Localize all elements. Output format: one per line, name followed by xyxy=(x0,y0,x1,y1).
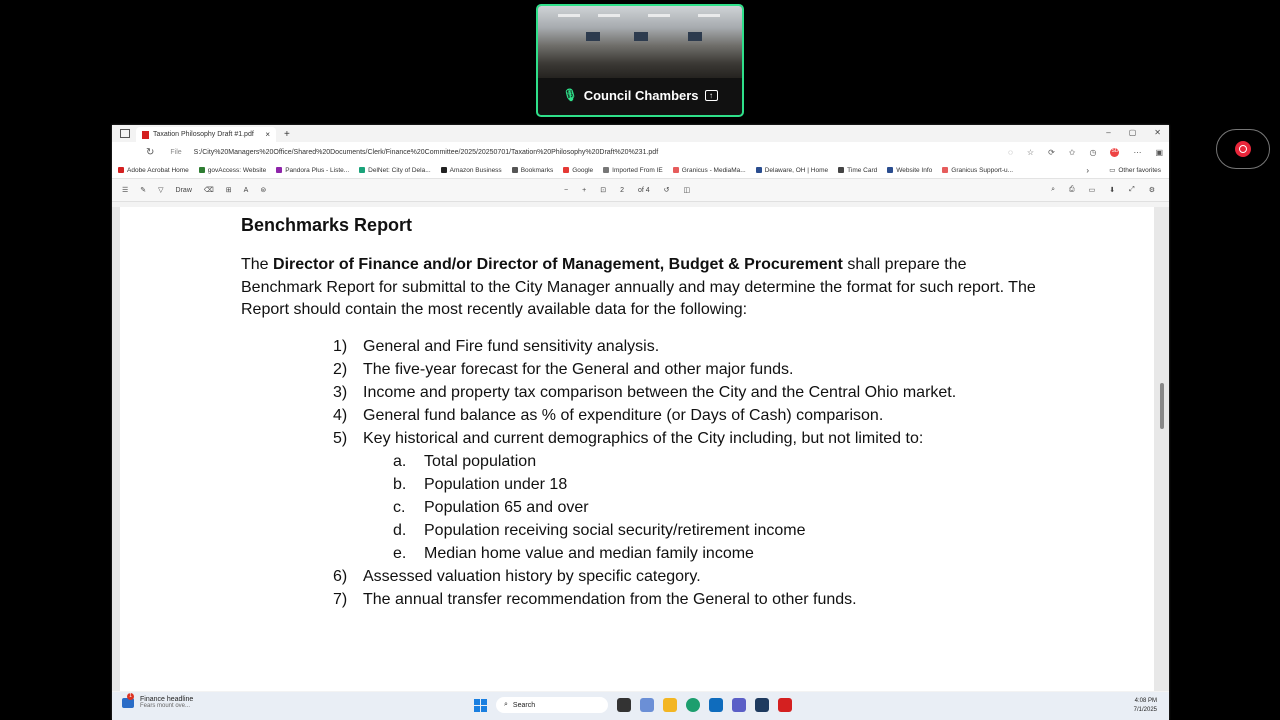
favorite-item[interactable] xyxy=(603,167,663,174)
list-item: 7) The annual transfer recommendation from the General to other funds. xyxy=(333,590,857,608)
news-title: Finance headline xyxy=(140,696,194,703)
favorite-icon xyxy=(512,167,518,173)
outlook-icon[interactable] xyxy=(709,698,723,712)
document-content xyxy=(241,215,1041,611)
search-icon[interactable]: ⌕ xyxy=(1051,186,1055,193)
page-number-input[interactable]: 2 xyxy=(620,186,624,194)
favorite-item[interactable] xyxy=(441,167,502,174)
news-badge: 1 xyxy=(127,693,134,700)
print-icon[interactable]: ⎙ xyxy=(1069,186,1075,193)
acrobat-icon[interactable] xyxy=(778,698,792,712)
save-icon[interactable]: ▭ xyxy=(1088,187,1096,194)
list-item: 5) Key historical and current demographics of the City including, but not limited to: xyxy=(333,429,924,447)
fullscreen-icon[interactable]: ⤢ xyxy=(1129,186,1135,193)
contents-icon[interactable]: ☰ xyxy=(122,187,129,194)
favorite-item[interactable] xyxy=(276,167,349,174)
folder-icon: ▭ xyxy=(1109,167,1116,174)
highlight-icon[interactable]: ✎ xyxy=(140,187,147,194)
favorite-label: Adobe Acrobat Home xyxy=(127,166,189,174)
favorite-label: DelNet: City of Dela... xyxy=(368,166,431,174)
list-item: 3) Income and property tax comparison between the City and the Central Ohio market. xyxy=(333,383,957,401)
address-bar xyxy=(112,142,1169,162)
taskbar-apps xyxy=(474,697,792,713)
favorite-label: Pandora Plus - Liste... xyxy=(285,166,350,174)
favorite-icon xyxy=(118,167,124,173)
clock-date: 7/1/2025 xyxy=(1133,707,1157,713)
close-tab-icon[interactable]: × xyxy=(265,130,270,139)
app-icon[interactable] xyxy=(755,698,769,712)
favorite-label: Imported From IE xyxy=(612,166,663,174)
teams-icon[interactable] xyxy=(732,698,746,712)
clock-time: 4:08 PM xyxy=(1134,698,1157,704)
favorite-icon xyxy=(603,167,609,173)
new-tab-button[interactable]: + xyxy=(284,129,290,140)
intro-paragraph xyxy=(241,254,1041,322)
favorite-icon xyxy=(359,167,365,173)
list-item: 4) General fund balance as % of expenditure (or Days of Cash) comparison. xyxy=(333,406,884,424)
favorite-item[interactable] xyxy=(199,167,266,174)
pdf-file-icon xyxy=(142,131,149,139)
share-screen-icon[interactable]: ↑ xyxy=(705,90,718,101)
favorite-item[interactable] xyxy=(756,167,828,174)
pdf-toolbar xyxy=(112,179,1169,202)
task-view-icon[interactable] xyxy=(617,698,631,712)
more-menu-icon[interactable]: ⋯ xyxy=(1133,147,1142,157)
favorite-item[interactable] xyxy=(512,167,554,174)
favorites-icon[interactable]: ✩ xyxy=(1068,147,1076,157)
settings-icon[interactable]: ⚙ xyxy=(1148,187,1155,194)
news-widget[interactable] xyxy=(122,692,194,709)
browser-window xyxy=(112,125,1169,720)
news-subtitle: Fears mount ove... xyxy=(140,703,191,709)
sub-list-item: a. Total population xyxy=(393,452,537,470)
favorite-label: govAccess: Website xyxy=(207,166,267,174)
favorite-icon xyxy=(887,167,893,173)
rotate-icon[interactable]: ↺ xyxy=(663,187,670,194)
url-field[interactable]: S:/City%20Managers%20Office/Shared%20Documents/Clerk/Finance%20Committee/2025/20250701/Taxation%20Philosophy%20Draft%20%231.pdf xyxy=(193,148,659,156)
scrollbar[interactable] xyxy=(1160,207,1165,691)
extensions-icon[interactable]: ⟳ xyxy=(1048,147,1055,157)
favorite-item[interactable] xyxy=(563,167,593,174)
benchmark-list xyxy=(241,335,1041,611)
read-aloud-icon[interactable]: A xyxy=(243,186,249,194)
favorite-icon xyxy=(673,167,679,173)
favorite-icon xyxy=(838,167,844,173)
search-placeholder: Search xyxy=(512,701,536,709)
favorite-label: Website Info xyxy=(896,166,933,174)
favorites-bar xyxy=(112,162,1169,179)
edge-icon[interactable] xyxy=(686,698,700,712)
favorite-item[interactable] xyxy=(887,167,932,174)
restore-button[interactable]: ▢ xyxy=(1128,128,1137,137)
list-item: 6) Assessed valuation history by specific category. xyxy=(333,567,701,585)
minimize-button[interactable]: – xyxy=(1106,128,1111,137)
close-window-button[interactable]: ✕ xyxy=(1154,128,1161,137)
favorite-label: Granicus - MediaMa... xyxy=(681,166,746,174)
sub-list-item: e. Median home value and median family income xyxy=(393,544,754,562)
fit-page-icon[interactable]: ⊡ xyxy=(600,187,607,194)
copilot-icon[interactable] xyxy=(640,698,654,712)
file-info-label[interactable]: File xyxy=(170,148,182,156)
tab-actions-icon[interactable] xyxy=(120,129,130,138)
sub-list-item: b. Population under 18 xyxy=(393,475,568,493)
favorite-icon xyxy=(276,167,282,173)
tab-title: Taxation Philosophy Draft #1.pdf xyxy=(153,131,254,138)
section-heading: Benchmarks Report xyxy=(241,215,413,235)
scrollbar-thumb[interactable] xyxy=(1160,383,1164,429)
favorite-item[interactable] xyxy=(359,167,431,174)
favorites-overflow-icon[interactable]: › xyxy=(1086,165,1089,175)
reload-icon[interactable]: ↻ xyxy=(146,146,155,158)
pdf-page xyxy=(120,207,1154,691)
room-label: Council Chambers xyxy=(583,87,699,103)
taskbar-search[interactable] xyxy=(496,697,608,713)
record-icon xyxy=(1235,141,1251,157)
intro-lead: The xyxy=(241,256,274,273)
draw-label[interactable]: Draw xyxy=(175,186,192,194)
sub-list-item: d. Population receiving social security/retirement income xyxy=(393,521,806,539)
favorite-star-icon[interactable]: ☆ xyxy=(1026,147,1035,157)
list-item: 2) The five-year forecast for the General and other major funds. xyxy=(333,360,794,378)
file-explorer-icon[interactable] xyxy=(663,698,677,712)
browser-tools xyxy=(1008,148,1163,157)
favorite-label: Granicus Support-u... xyxy=(951,166,1014,174)
video-tile[interactable] xyxy=(536,4,744,117)
room-camera-feed xyxy=(538,6,742,78)
zoom-out-button[interactable]: − xyxy=(564,186,569,194)
history-icon[interactable]: ◷ xyxy=(1089,147,1097,157)
eraser-icon[interactable]: ⌫ xyxy=(203,187,214,194)
list-item: 1) General and Fire fund sensitivity analysis. xyxy=(333,337,660,355)
favorite-icon xyxy=(563,167,569,173)
favorite-icon xyxy=(441,167,447,173)
window-controls xyxy=(1106,128,1161,137)
sidebar-toggle-icon[interactable]: ▣ xyxy=(1155,147,1163,157)
favorite-label: Time Card xyxy=(847,166,878,174)
other-favorites[interactable] xyxy=(1109,166,1161,174)
record-button[interactable] xyxy=(1216,129,1270,169)
profile-badge[interactable]: SD xyxy=(1110,148,1119,157)
favorite-label: Bookmarks xyxy=(520,166,554,174)
save-as-icon[interactable]: ⬇ xyxy=(1109,187,1116,194)
favorite-item[interactable] xyxy=(118,167,189,174)
read-aloud-icon[interactable]: ◌ xyxy=(1008,147,1013,157)
favorite-item[interactable] xyxy=(838,167,877,174)
other-favorites-label: Other favorites xyxy=(1118,166,1161,174)
page-view-icon[interactable]: ◫ xyxy=(683,187,691,194)
search-icon: ⌕ xyxy=(504,701,508,708)
text-icon[interactable]: ⊞ xyxy=(225,187,232,194)
tab-bar xyxy=(112,125,1169,142)
taskbar xyxy=(112,692,1169,720)
favorite-icon xyxy=(756,167,762,173)
system-clock[interactable] xyxy=(1134,697,1157,715)
favorite-item[interactable] xyxy=(673,167,746,174)
favorite-label: Google xyxy=(572,166,594,174)
pdf-viewer[interactable] xyxy=(112,207,1169,691)
news-icon xyxy=(122,692,134,708)
sub-list-item: c. Population 65 and over xyxy=(393,498,589,516)
microphone-icon: 🎙 xyxy=(562,88,578,102)
favorite-icon xyxy=(942,167,948,173)
intro-rest: shall prepare the Benchmark Report for submittal to the City Manager annually and may determine the format for such report. The Report should contain the most recently available data for the following: xyxy=(241,256,1036,318)
tab-pdf[interactable] xyxy=(136,127,276,142)
page-total-label: of 4 xyxy=(637,186,650,194)
draw-icon[interactable]: ▽ xyxy=(158,187,164,194)
favorite-label: Amazon Business xyxy=(449,166,502,174)
favorite-item[interactable] xyxy=(942,167,1013,174)
start-icon[interactable] xyxy=(474,699,487,712)
favorite-icon xyxy=(199,167,205,173)
zoom-in-button[interactable]: + xyxy=(582,186,587,194)
intro-bold: Director of Finance and/or Director of Management, Budget & Procurement xyxy=(273,256,843,273)
immersive-reader-icon[interactable]: ⊜ xyxy=(260,187,267,194)
video-caption xyxy=(538,75,742,115)
favorite-label: Delaware, OH | Home xyxy=(764,166,829,174)
